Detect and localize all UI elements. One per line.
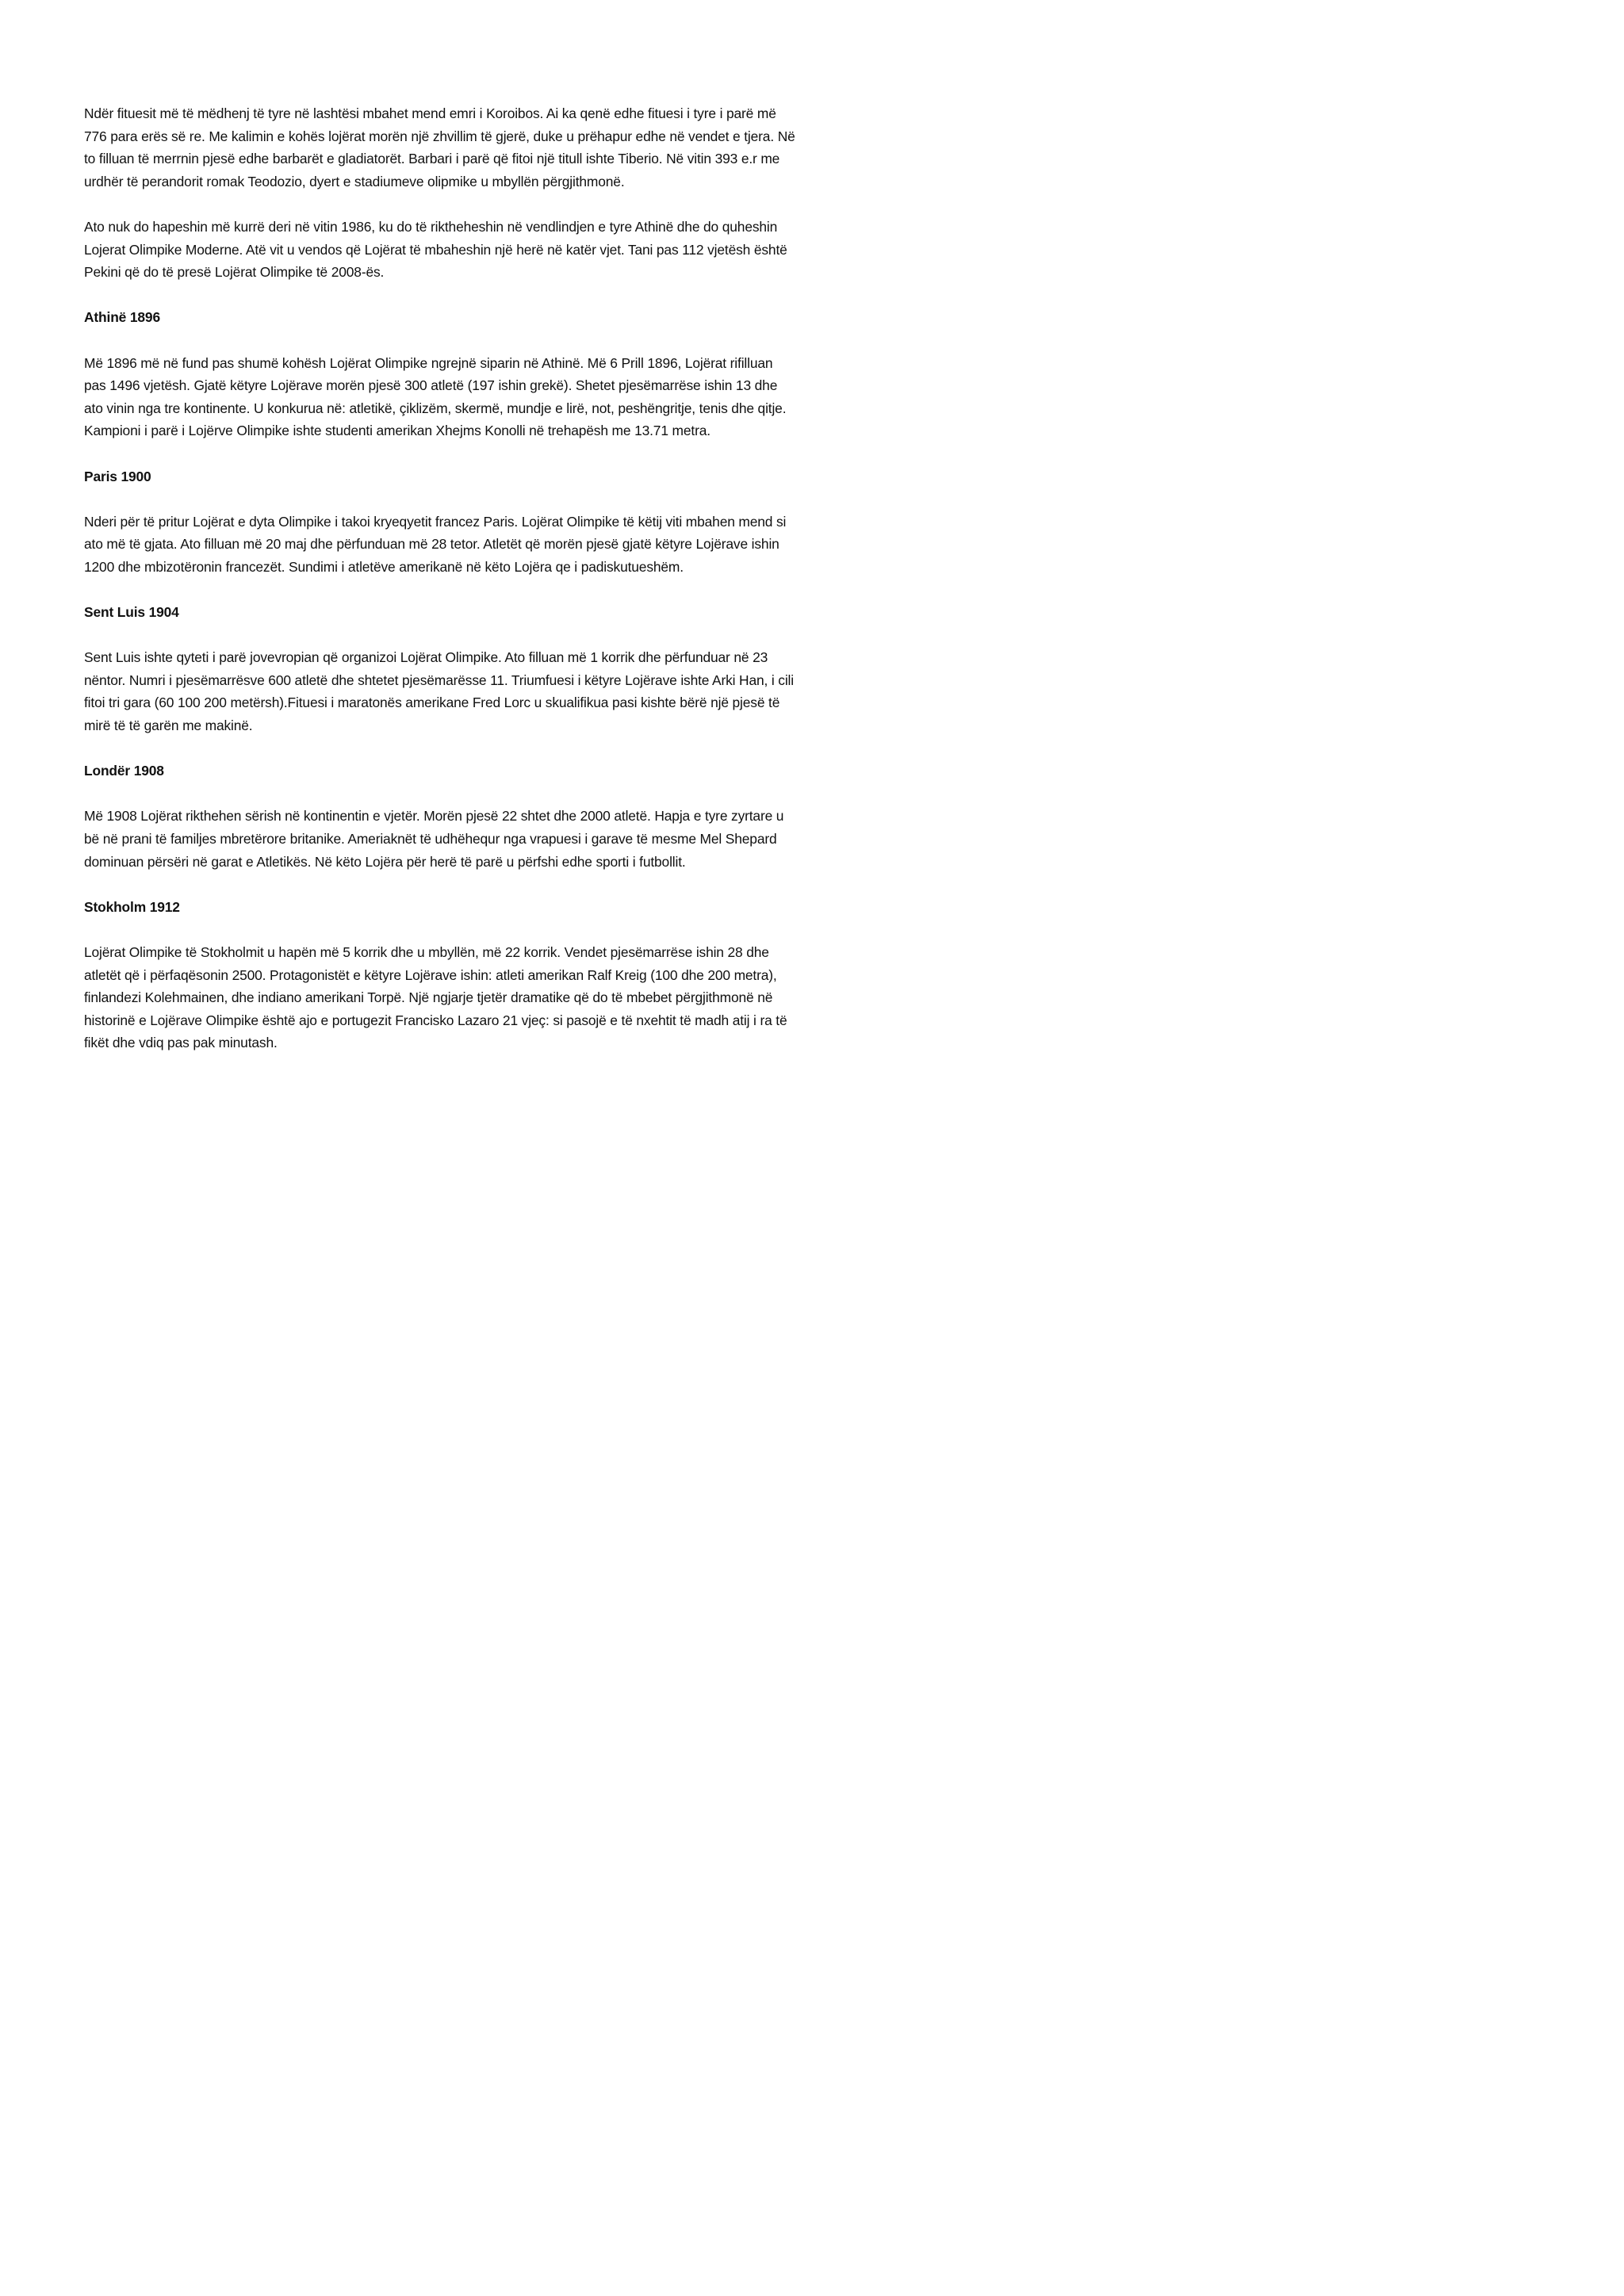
document-body bbox=[84, 102, 798, 1077]
paragraph-stockholm-1912: Lojërat Olimpike të Stokholmit u hapën më 5 korrik dhe u mbyllën, më 22 korrik. Vendet pjesëmarrëse ishin 28 dhe atletët që i përfaqësonin 2500. Protagonistët e këtyre Lojërave ishin: atleti amerikan Ralf Kreig (100 dhe 200 metra), finlandezi Kolehmainen, dhe indiano amerikani Torpë. Një ngjarje tjetër dramatike që do të mbebet përgjithmonë në historinë e Lojërave Olimpike është ajo e portugezit Francisko Lazaro 21 vjeç: si pasojë e të nxehtit të madh atij i ra të fikët dhe vdiq pas pak minutash. bbox=[84, 943, 787, 1051]
heading-athens-1896: Athinë 1896 bbox=[84, 309, 160, 326]
paragraph-paris-1900: Nderi për të pritur Lojërat e dyta Olimpike i takoi kryeqyetit francez Paris. Lojërat Olimpike të këtij viti mbahen mend si ato më të gjata. Ato filluan më 20 maj dhe përfunduan më 28 tetor. Atletët që morën pjesë gjatë këtyre Lojërave ishin 1200 dhe mbizotëronin francezët. Sundimi i atletëve amerikanë në këto Lojëra qe i padiskutueshëm. bbox=[84, 513, 787, 575]
paragraph-athens-1896: Më 1896 më në fund pas shumë kohësh Lojërat Olimpike ngrejnë siparin në Athinë. Më 6 Prill 1896, Lojërat rifilluan pas 1496 vjetësh. Gjatë këtyre Lojërave morën pjesë 300 atletë (197 ishin grekë). Shetet pjesëmarrëse ishin 13 dhe ato vinin nga tre kontinente. U konkurua në: atletikë, çiklizëm, skermë, mundje e lirë, not, peshëngritje, tenis dhe qitje. Kampioni i parë i Lojërve Olimpike ishte studenti amerikan Xhejms Konolli në trehapësh me 13.71 metra. bbox=[84, 354, 787, 439]
paragraph-modern-games: Ato nuk do hapeshin më kurrë deri në vitin 1986, ku do të riktheheshin në vendlindjen e tyre Athinë dhe do quheshin Lojerat Olimpike Moderne. Atë vit u vendos që Lojërat të mbaheshin një herë në katër vjet. Tani pas 112 vjetësh është Pekini që do të presë Lojërat Olimpike të 2008-ës. bbox=[84, 218, 787, 281]
document-page bbox=[0, 0, 879, 1240]
paragraph-st-louis-1904: Sent Luis ishte qyteti i parë jovevropian që organizoi Lojërat Olimpike. Ato filluan më 1 korrik dhe përfunduar në 23 nëntor. Numri i pjesëmarrësve 600 atletë dhe shtetet pjesëmarësse 11. Triumfuesi i këtyre Lojërave ishte Arki Han, i cili fitoi tri gara (60 100 200 metërsh).Fituesi i maratonës amerikane Fred Lorc u skualifikua pasi kishte bërë një pjesë të mirë të të garën me makinë. bbox=[84, 649, 794, 734]
heading-st-louis-1904: Sent Luis 1904 bbox=[84, 604, 179, 621]
heading-paris-1900: Paris 1900 bbox=[84, 468, 151, 484]
heading-london-1908: Londër 1908 bbox=[84, 763, 164, 779]
paragraph-koroibos: Ndër fituesit më të mëdhenj të tyre në lashtësi mbahet mend emri i Koroibos. Ai ka qenë edhe fituesi i tyre i parë më 776 para erës së re. Me kalimin e kohës lojërat morën një zhvillim të gjerë, duke u prëhapur edhe në vendet e tjera. Në to filluan të merrnin pjesë edhe barbarët e gladiatorët. Barbari i parë që fitoi një titull ishte Tiberio. Në vitin 393 e.r me urdhër të perandorit romak Teodozio, dyert e stadiumeve olipmike u mbyllën përgjithmonë. bbox=[84, 105, 795, 189]
paragraph-london-1908: Më 1908 Lojërat rikthehen sërish në kontinentin e vjetër. Morën pjesë 22 shtet dhe 2000 atletë. Hapja e tyre zyrtare u bë në prani të familjes mbretërore britanike. Ameriaknët të udhëhequr nga vrapuesi i garave të mesme Mel Shepard dominuan përsëri në garat e Atletikës. Në këto Lojëra për herë të parë u përfshi edhe sporti i futbollit. bbox=[84, 808, 784, 870]
heading-stockholm-1912: Stokholm 1912 bbox=[84, 898, 180, 915]
